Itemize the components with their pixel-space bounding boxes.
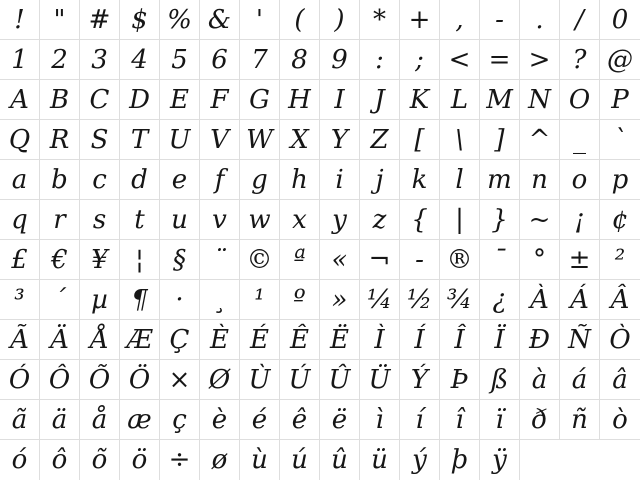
glyph-cell[interactable]: Á — [560, 280, 600, 320]
glyph-cell[interactable]: k — [400, 160, 440, 200]
glyph-cell[interactable]: Ð — [520, 320, 560, 360]
glyph-cell[interactable]: Ã — [0, 320, 40, 360]
glyph-cell[interactable]: ç — [160, 400, 200, 440]
glyph-cell[interactable]: W — [240, 120, 280, 160]
glyph-cell[interactable]: ½ — [400, 280, 440, 320]
glyph-cell[interactable]: Ñ — [560, 320, 600, 360]
glyph-cell[interactable]: ï — [480, 400, 520, 440]
glyph-cell[interactable]: + — [400, 0, 440, 40]
glyph-cell[interactable]: 8 — [280, 40, 320, 80]
glyph-cell[interactable]: ³ — [0, 280, 40, 320]
glyph-cell[interactable]: Ä — [40, 320, 80, 360]
glyph-cell[interactable]: 3 — [80, 40, 120, 80]
glyph-cell[interactable]: 7 — [240, 40, 280, 80]
glyph-cell[interactable]: ô — [40, 440, 80, 480]
glyph-cell[interactable]: Û — [320, 360, 360, 400]
glyph-cell[interactable]: N — [520, 80, 560, 120]
glyph-cell[interactable]: Ï — [480, 320, 520, 360]
glyph-cell[interactable]: ù — [240, 440, 280, 480]
charmap-row — [0, 80, 640, 120]
glyph-cell[interactable]: 2 — [40, 40, 80, 80]
glyph-cell[interactable]: ö — [120, 440, 160, 480]
glyph-cell[interactable]: ê — [280, 400, 320, 440]
glyph-cell[interactable]: M — [480, 80, 520, 120]
glyph-cell[interactable]: ë — [320, 400, 360, 440]
glyph-cell[interactable]: « — [320, 240, 360, 280]
glyph-cell[interactable]: A — [0, 80, 40, 120]
charmap-row — [0, 440, 640, 480]
glyph-cell[interactable]: & — [200, 0, 240, 40]
glyph-cell[interactable]: O — [560, 80, 600, 120]
glyph-cell[interactable]: o — [560, 160, 600, 200]
glyph-cell[interactable]: 4 — [120, 40, 160, 80]
glyph-cell[interactable]: Ì — [360, 320, 400, 360]
glyph-cell[interactable]: í — [400, 400, 440, 440]
glyph-cell[interactable]: × — [160, 360, 200, 400]
glyph-cell[interactable]: ð — [520, 400, 560, 440]
glyph-cell[interactable]: i — [320, 160, 360, 200]
glyph-cell[interactable]: 6 — [200, 40, 240, 80]
glyph-cell[interactable]: È — [200, 320, 240, 360]
glyph-cell[interactable]: 1 — [0, 40, 40, 80]
glyph-cell[interactable]: ² — [600, 240, 640, 280]
glyph-cell[interactable]: Ù — [240, 360, 280, 400]
glyph-cell[interactable]: ú — [280, 440, 320, 480]
empty-cell — [520, 440, 560, 480]
glyph-cell[interactable]: ß — [480, 360, 520, 400]
glyph-cell[interactable]: » — [320, 280, 360, 320]
glyph-cell[interactable]: C — [80, 80, 120, 120]
glyph-cell[interactable]: ! — [0, 0, 40, 40]
glyph-cell[interactable]: § — [160, 240, 200, 280]
charmap-row — [0, 120, 640, 160]
glyph-cell[interactable]: _ — [560, 120, 600, 160]
glyph-cell[interactable]: s — [80, 200, 120, 240]
glyph-cell[interactable]: £ — [0, 240, 40, 280]
glyph-cell[interactable]: r — [40, 200, 80, 240]
glyph-cell[interactable]: } — [480, 200, 520, 240]
glyph-cell[interactable]: ¾ — [440, 280, 480, 320]
glyph-cell[interactable]: G — [240, 80, 280, 120]
charmap-row — [0, 160, 640, 200]
glyph-cell[interactable]: Ý — [400, 360, 440, 400]
glyph-cell[interactable]: à — [520, 360, 560, 400]
glyph-cell[interactable]: U — [160, 120, 200, 160]
glyph-cell[interactable]: ¬ — [360, 240, 400, 280]
glyph-cell[interactable]: ± — [560, 240, 600, 280]
glyph-cell[interactable]: ^ — [520, 120, 560, 160]
glyph-cell[interactable]: É — [240, 320, 280, 360]
glyph-cell[interactable]: > — [520, 40, 560, 80]
charmap-row — [0, 0, 640, 40]
glyph-cell[interactable]: € — [40, 240, 80, 280]
glyph-cell[interactable]: ¼ — [360, 280, 400, 320]
glyph-cell[interactable]: - — [480, 0, 520, 40]
glyph-cell[interactable]: Õ — [80, 360, 120, 400]
glyph-cell[interactable]: Þ — [440, 360, 480, 400]
charmap-row — [0, 200, 640, 240]
glyph-cell[interactable]: û — [320, 440, 360, 480]
glyph-cell[interactable]: w — [240, 200, 280, 240]
glyph-cell[interactable]: À — [520, 280, 560, 320]
glyph-cell[interactable]: ¹ — [240, 280, 280, 320]
glyph-cell[interactable]: ª — [280, 240, 320, 280]
glyph-cell[interactable]: ¿ — [480, 280, 520, 320]
glyph-cell[interactable]: a — [0, 160, 40, 200]
glyph-cell[interactable]: ó — [0, 440, 40, 480]
glyph-cell[interactable]: b — [40, 160, 80, 200]
glyph-cell[interactable]: â — [600, 360, 640, 400]
glyph-cell[interactable]: h — [280, 160, 320, 200]
glyph-cell[interactable]: g — [240, 160, 280, 200]
glyph-cell[interactable]: / — [560, 0, 600, 40]
glyph-cell[interactable]: : — [360, 40, 400, 80]
glyph-cell[interactable]: Q — [0, 120, 40, 160]
glyph-cell[interactable]: Ö — [120, 360, 160, 400]
glyph-cell[interactable]: - — [400, 240, 440, 280]
glyph-cell[interactable]: ¨ — [200, 240, 240, 280]
glyph-cell[interactable]: ý — [400, 440, 440, 480]
glyph-cell[interactable]: p — [600, 160, 640, 200]
glyph-cell[interactable]: Ü — [360, 360, 400, 400]
glyph-cell[interactable]: # — [80, 0, 120, 40]
glyph-cell[interactable]: ' — [240, 0, 280, 40]
glyph-cell[interactable]: 0 — [600, 0, 640, 40]
glyph-cell[interactable]: D — [120, 80, 160, 120]
glyph-cell[interactable]: © — [240, 240, 280, 280]
glyph-cell[interactable]: · — [160, 280, 200, 320]
charmap-row — [0, 320, 640, 360]
glyph-cell[interactable]: ø — [200, 440, 240, 480]
glyph-cell[interactable]: < — [440, 40, 480, 80]
glyph-cell[interactable]: P — [600, 80, 640, 120]
glyph-cell[interactable]: { — [400, 200, 440, 240]
glyph-cell[interactable]: R — [40, 120, 80, 160]
glyph-cell[interactable]: ¶ — [120, 280, 160, 320]
empty-cell — [600, 440, 640, 480]
glyph-cell[interactable]: \ — [440, 120, 480, 160]
glyph-cell[interactable]: , — [440, 0, 480, 40]
glyph-cell[interactable]: B — [40, 80, 80, 120]
glyph-cell[interactable]: ñ — [560, 400, 600, 440]
glyph-cell[interactable]: f — [200, 160, 240, 200]
charmap-row — [0, 360, 640, 400]
glyph-cell[interactable]: ¸ — [200, 280, 240, 320]
glyph-cell[interactable]: * — [360, 0, 400, 40]
glyph-cell[interactable]: t — [120, 200, 160, 240]
glyph-cell[interactable]: z — [360, 200, 400, 240]
glyph-cell[interactable]: ° — [520, 240, 560, 280]
glyph-cell[interactable]: I — [320, 80, 360, 120]
glyph-cell[interactable]: . — [520, 0, 560, 40]
glyph-cell[interactable]: ] — [480, 120, 520, 160]
glyph-cell[interactable]: º — [280, 280, 320, 320]
glyph-cell[interactable]: Y — [320, 120, 360, 160]
glyph-cell[interactable]: ® — [440, 240, 480, 280]
glyph-cell[interactable]: ~ — [520, 200, 560, 240]
glyph-cell[interactable]: = — [480, 40, 520, 80]
glyph-cell[interactable]: þ — [440, 440, 480, 480]
glyph-cell[interactable]: | — [440, 200, 480, 240]
glyph-cell[interactable]: ì — [360, 400, 400, 440]
glyph-cell[interactable]: ¢ — [600, 200, 640, 240]
glyph-cell[interactable]: d — [120, 160, 160, 200]
glyph-cell[interactable]: j — [360, 160, 400, 200]
glyph-cell[interactable]: î — [440, 400, 480, 440]
glyph-cell[interactable]: K — [400, 80, 440, 120]
glyph-cell[interactable]: ; — [400, 40, 440, 80]
glyph-cell[interactable]: Ê — [280, 320, 320, 360]
glyph-cell[interactable]: 9 — [320, 40, 360, 80]
empty-cell — [560, 440, 600, 480]
glyph-cell[interactable]: ü — [360, 440, 400, 480]
glyph-cell[interactable]: v — [200, 200, 240, 240]
glyph-cell[interactable]: é — [240, 400, 280, 440]
glyph-cell[interactable]: T — [120, 120, 160, 160]
glyph-cell[interactable]: ( — [280, 0, 320, 40]
glyph-cell[interactable]: L — [440, 80, 480, 120]
glyph-cell[interactable]: Â — [600, 280, 640, 320]
glyph-cell[interactable]: H — [280, 80, 320, 120]
glyph-cell[interactable]: m — [480, 160, 520, 200]
glyph-cell[interactable]: Ò — [600, 320, 640, 360]
glyph-cell[interactable]: Å — [80, 320, 120, 360]
glyph-cell[interactable]: è — [200, 400, 240, 440]
glyph-cell[interactable]: Ô — [40, 360, 80, 400]
glyph-cell[interactable]: [ — [400, 120, 440, 160]
glyph-cell[interactable]: Î — [440, 320, 480, 360]
glyph-cell[interactable]: V — [200, 120, 240, 160]
glyph-cell[interactable]: ` — [600, 120, 640, 160]
glyph-cell[interactable]: Æ — [120, 320, 160, 360]
glyph-cell[interactable]: " — [40, 0, 80, 40]
glyph-cell[interactable]: ¯ — [480, 240, 520, 280]
glyph-cell[interactable]: õ — [80, 440, 120, 480]
glyph-cell[interactable]: @ — [600, 40, 640, 80]
charmap-row — [0, 400, 640, 440]
glyph-cell[interactable]: ¥ — [80, 240, 120, 280]
glyph-cell[interactable]: n — [520, 160, 560, 200]
glyph-cell[interactable]: Í — [400, 320, 440, 360]
glyph-cell[interactable]: ? — [560, 40, 600, 80]
glyph-cell[interactable]: Ó — [0, 360, 40, 400]
glyph-cell[interactable]: J — [360, 80, 400, 120]
glyph-cell[interactable]: q — [0, 200, 40, 240]
glyph-cell[interactable]: l — [440, 160, 480, 200]
glyph-cell[interactable]: å — [80, 400, 120, 440]
glyph-cell[interactable]: ÷ — [160, 440, 200, 480]
glyph-cell[interactable]: ä — [40, 400, 80, 440]
glyph-cell[interactable]: æ — [120, 400, 160, 440]
glyph-cell[interactable]: $ — [120, 0, 160, 40]
glyph-cell[interactable]: % — [160, 0, 200, 40]
glyph-cell[interactable]: ) — [320, 0, 360, 40]
glyph-cell[interactable]: x — [280, 200, 320, 240]
glyph-cell[interactable]: S — [80, 120, 120, 160]
glyph-cell[interactable]: y — [320, 200, 360, 240]
glyph-cell[interactable]: ¡ — [560, 200, 600, 240]
glyph-cell[interactable]: µ — [80, 280, 120, 320]
glyph-cell[interactable]: ã — [0, 400, 40, 440]
glyph-cell[interactable]: c — [80, 160, 120, 200]
glyph-cell[interactable]: u — [160, 200, 200, 240]
glyph-cell[interactable]: á — [560, 360, 600, 400]
glyph-cell[interactable]: Ú — [280, 360, 320, 400]
glyph-cell[interactable]: 5 — [160, 40, 200, 80]
glyph-cell[interactable]: Ç — [160, 320, 200, 360]
glyph-cell[interactable]: E — [160, 80, 200, 120]
charmap-row — [0, 40, 640, 80]
glyph-cell[interactable]: X — [280, 120, 320, 160]
glyph-cell[interactable]: F — [200, 80, 240, 120]
glyph-cell[interactable]: Ø — [200, 360, 240, 400]
glyph-cell[interactable]: ÿ — [480, 440, 520, 480]
glyph-cell[interactable]: Z — [360, 120, 400, 160]
glyph-cell[interactable]: ¦ — [120, 240, 160, 280]
glyph-cell[interactable]: ´ — [40, 280, 80, 320]
charmap-row — [0, 280, 640, 320]
glyph-cell[interactable]: Ë — [320, 320, 360, 360]
glyph-cell[interactable]: e — [160, 160, 200, 200]
charmap-row — [0, 240, 640, 280]
glyph-cell[interactable]: ò — [600, 400, 640, 440]
